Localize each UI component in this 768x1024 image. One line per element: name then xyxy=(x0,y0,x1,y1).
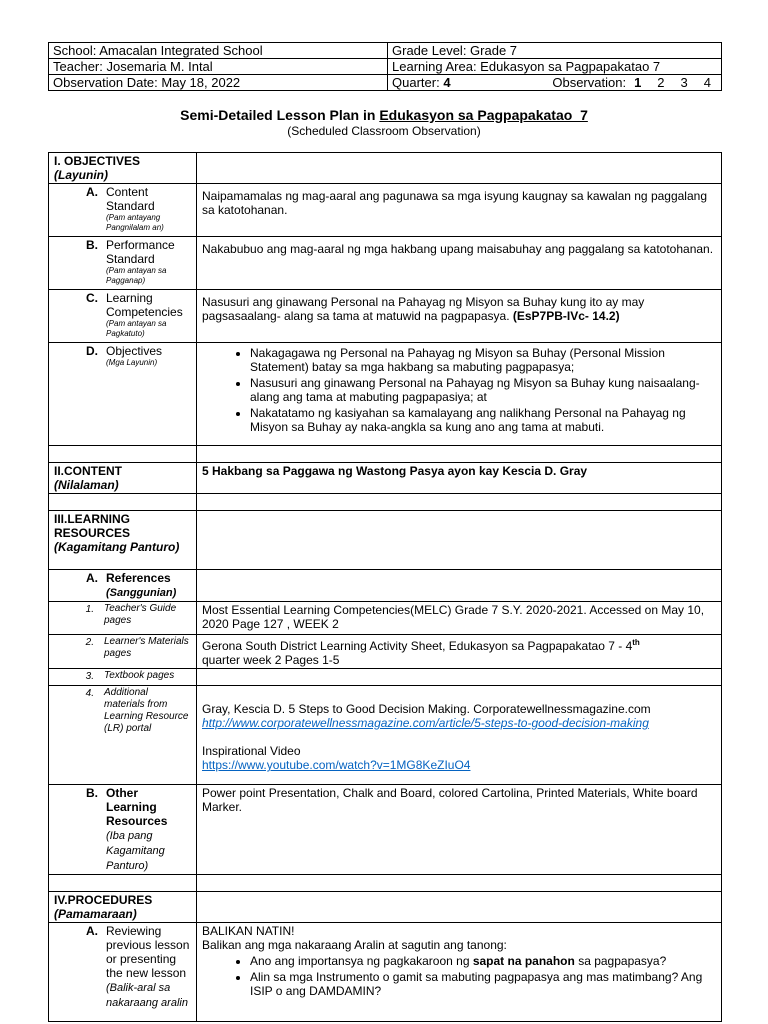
references-label: References xyxy=(106,571,171,585)
lesson-plan-table xyxy=(48,152,722,1022)
reviewing-lesson-row xyxy=(49,923,722,1022)
other-resources-sub: (Iba pang Kagamitang Panturo) xyxy=(106,830,165,872)
teachers-guide-text: Most Essential Learning Competencies(MELC) Grade 7 S.Y. 2020-2021. Accessed on May 10, 2020 Page 127 , WEEK 2 xyxy=(197,602,722,635)
learning-area-cell: Learning Area: Edukasyon sa Pagpapakatao 7 xyxy=(388,59,722,75)
learning-competencies-row xyxy=(49,290,722,343)
list-item: • Nakatatamo ng kasiyahan sa kamalayang ang nalikhang Personal na Pahayag ng Misyon sa Buhay ay naka-angkla sa kung ano ang tama at mabuti. xyxy=(250,406,716,434)
performance-standard-text: Nakabubuo ang mag-aaral ng mga hakbang upang maisabuhay ang paggalang sa katotohanan. xyxy=(197,237,722,290)
content-standard-row xyxy=(49,184,722,237)
title-prefix: Semi-Detailed Lesson Plan in xyxy=(180,107,380,123)
textbook-row xyxy=(49,669,722,686)
observation-number: 3 xyxy=(680,75,688,90)
reviewing-lesson-label: Reviewing previous lesson or presenting the new lesson xyxy=(106,924,190,980)
citation-text: Gray, Kescia D. 5 Steps to Good Decision Making. Corporatewellnessmagazine.com xyxy=(202,702,651,716)
list-item: • Nasusuri ang ginawang Personal na Pahayag ng Misyon sa Buhay kung naisaalang-alang ang tama at mabuting pagpapasiya; at xyxy=(250,376,716,404)
learners-materials-text: Gerona South District Learning Activity Sheet, Edukasyon sa Pagpapakatao 7 - 4 xyxy=(202,639,633,653)
objectives-heading: I. OBJECTIVES xyxy=(54,154,141,168)
review-questions xyxy=(202,954,716,998)
resources-heading-sub: (Kagamitang Panturo) xyxy=(54,540,180,554)
header-info-table xyxy=(48,42,722,91)
other-resources-text: Power point Presentation, Chalk and Board, colored Cartolina, Printed Materials, White board Marker. xyxy=(197,785,722,875)
row-letter: A. xyxy=(86,185,98,199)
procedures-header-row xyxy=(49,892,722,923)
objectives-heading-sub: (Layunin) xyxy=(54,168,108,182)
ordinal-suffix: th xyxy=(632,638,640,647)
additional-materials-label: Additional materials from Learning Resource (LR) portal xyxy=(104,687,189,734)
references-sub: (Sanggunian) xyxy=(106,587,177,599)
procedures-heading-sub: (Pamamaraan) xyxy=(54,907,137,921)
performance-standard-row xyxy=(49,237,722,290)
document-subtitle: (Scheduled Classroom Observation) xyxy=(287,124,481,138)
teachers-guide-label: Teacher's Guide pages xyxy=(104,603,177,626)
row-number: 2. xyxy=(85,637,94,648)
additional-materials-row xyxy=(49,686,722,785)
teachers-guide-row xyxy=(49,602,722,635)
performance-standard-sub: (Pam antayan sa Pagganap) xyxy=(106,266,167,285)
title-subject: Edukasyon sa Pagpapakatao_7 xyxy=(379,107,588,123)
review-title: BALIKAN NATIN! xyxy=(202,924,295,938)
row-letter: A. xyxy=(86,924,98,938)
references-row xyxy=(49,570,722,602)
learners-materials-label: Learner's Materials pages xyxy=(104,636,189,659)
row-letter: B. xyxy=(86,786,98,800)
row-letter: B. xyxy=(86,238,98,252)
learning-competencies-sub: (Pam antayan sa Pagkatuto) xyxy=(106,319,167,338)
school-cell: School: Amacalan Integrated School xyxy=(49,43,388,59)
spacer-row xyxy=(49,494,722,511)
resources-heading: III.LEARNING RESOURCES xyxy=(54,512,131,540)
quarter-label: Quarter: xyxy=(392,75,440,90)
row-number: 4. xyxy=(85,688,94,699)
content-standard-text: Naipamamalas ng mag-aaral ang pagunawa sa mga isyung kaugnay sa kawalan ng paggalang sa katotohanan. xyxy=(197,184,722,237)
learners-materials-row xyxy=(49,635,722,669)
observation-date-cell: Observation Date: May 18, 2022 xyxy=(49,75,388,91)
spacer-row xyxy=(49,875,722,892)
performance-standard-label: Performance Standard xyxy=(106,238,175,266)
resources-header-row xyxy=(49,511,722,570)
row-letter: C. xyxy=(86,291,98,305)
other-resources-row xyxy=(49,785,722,875)
objectives-sub: (Mga Layunin) xyxy=(106,358,158,367)
content-heading-sub: (Nilalaman) xyxy=(54,478,119,492)
observation-number: 2 xyxy=(657,75,665,90)
competency-code: (EsP7PB-IVc- 14.2) xyxy=(509,309,620,323)
other-resources-label: Other Learning Resources xyxy=(106,786,168,828)
observation-label: Observation: xyxy=(552,75,627,90)
objectives-label: Objectives xyxy=(106,344,163,358)
content-topic: 5 Hakbang sa Paggawa ng Wastong Pasya ayon kay Kescia D. Gray xyxy=(197,463,722,494)
learning-competencies-label: Learning Competencies xyxy=(106,291,183,319)
learning-competencies-text: Nasusuri ang ginawang Personal na Pahayag ng Misyon sa Buhay kung ito ay may pagsasaalang- alang sa tama at matuwid na pagpapasya. (EsP7PB-IVc- 14.2) xyxy=(197,290,722,343)
row-letter: A. xyxy=(86,571,98,585)
content-standard-label: Content Standard xyxy=(106,185,155,213)
observation-number: 1 xyxy=(634,75,642,90)
learners-materials-text-2: quarter week 2 Pages 1-5 xyxy=(202,653,340,667)
video-link[interactable]: https://www.youtube.com/watch?v=1MG8KeZIuO4 xyxy=(202,758,471,772)
objectives-header-row xyxy=(49,153,722,184)
quarter-observation-cell xyxy=(388,75,722,91)
observation-number: 4 xyxy=(703,75,711,90)
spacer-row xyxy=(49,446,722,463)
content-standard-sub: (Pam antayang Pangnilalam an) xyxy=(106,213,164,232)
content-row xyxy=(49,463,722,494)
textbook-label: Textbook pages xyxy=(104,670,175,681)
row-number: 1. xyxy=(85,604,94,615)
content-heading: II.CONTENT xyxy=(54,464,122,478)
quarter-value: 4 xyxy=(443,75,451,90)
list-item: • Alin sa mga Instrumento o gamit sa mabuting pagpapasya ang mas matimbang? Ang ISIP o ang DAMDAMIN? xyxy=(250,970,716,998)
document-title xyxy=(0,107,768,123)
video-label: Inspirational Video xyxy=(202,744,301,758)
row-letter: D. xyxy=(86,344,98,358)
row-number: 3. xyxy=(85,671,94,682)
grade-level-cell: Grade Level: Grade 7 xyxy=(388,43,722,59)
reviewing-lesson-sub: (Balik-aral sa nakaraang aralin xyxy=(106,982,188,1009)
list-item: • Nakagagawa ng Personal na Pahayag ng Misyon sa Buhay (Personal Mission Statement) batay sa mga hakbang sa mabuting pagpapasya; xyxy=(250,346,716,374)
article-link[interactable]: http://www.corporatewellnessmagazine.com/article/5-steps-to-good-decision-making xyxy=(202,716,649,730)
list-item: • Ano ang importansya ng pagkakaroon ng sapat na panahon sa pagpapasya? xyxy=(250,954,716,968)
objectives-list xyxy=(202,346,716,434)
review-intro: Balikan ang mga nakaraang Aralin at sagutin ang tanong: xyxy=(202,938,507,952)
objectives-row xyxy=(49,343,722,446)
procedures-heading: IV.PROCEDURES xyxy=(54,893,153,907)
teacher-cell: Teacher: Josemaria M. Intal xyxy=(49,59,388,75)
